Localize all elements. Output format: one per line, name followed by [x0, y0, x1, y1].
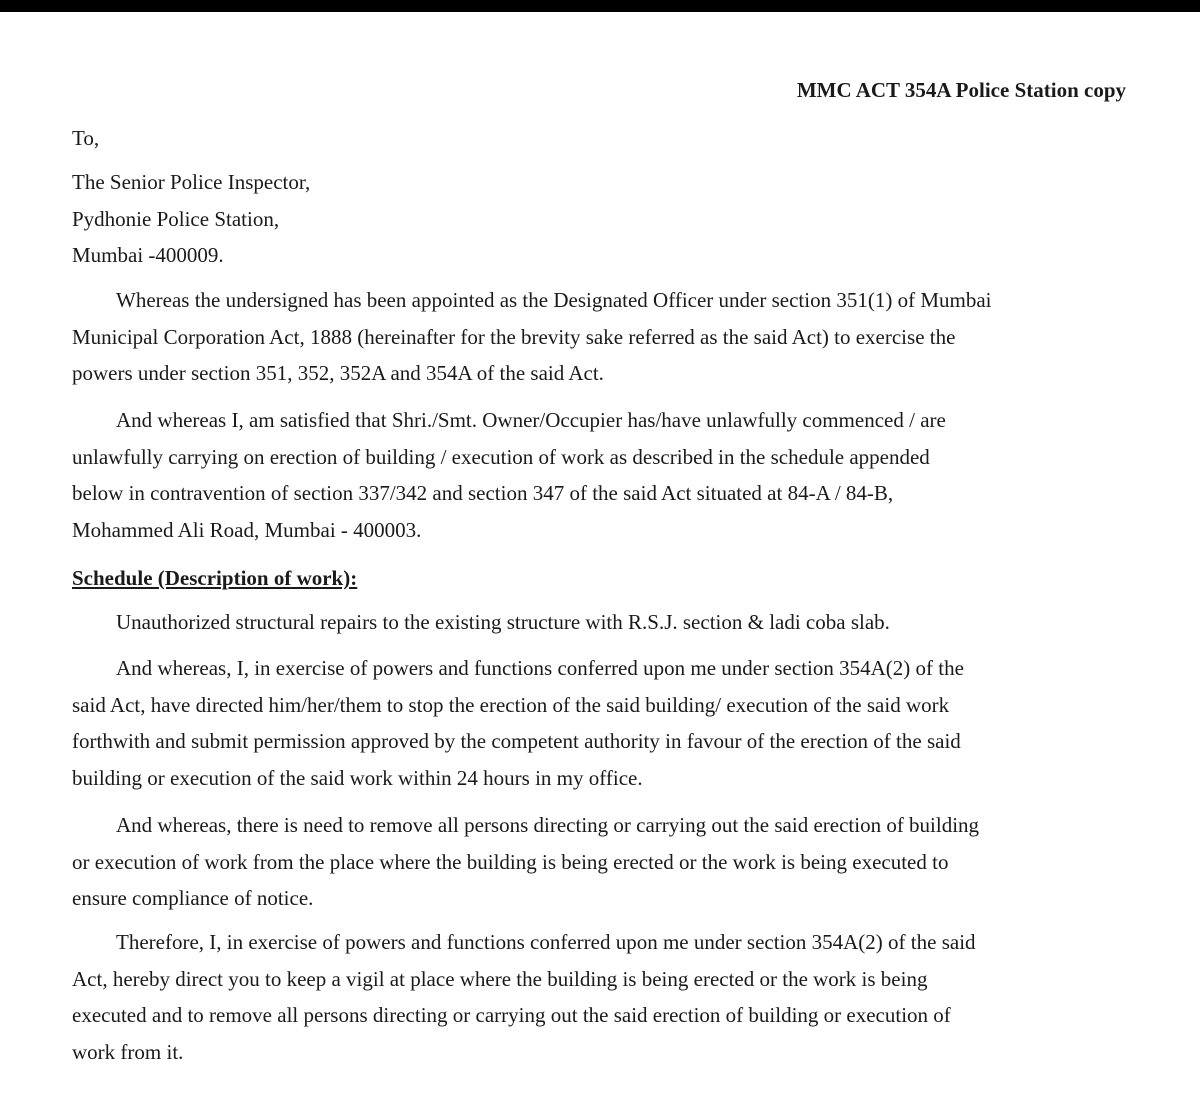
address-line-2: Pydhonie Police Station,	[72, 206, 280, 231]
paragraph-line: executed and to remove all persons directing or carrying out the said erection of building or execution of	[72, 1003, 951, 1027]
paragraph-line: forthwith and submit permission approved by the competent authority in favour of the erection of the said	[72, 729, 961, 753]
paragraph-line: Therefore, I, in exercise of powers and functions conferred upon me under section 354A(2) of the said	[116, 930, 976, 954]
salutation: To,	[72, 126, 100, 150]
paragraph-vigil-direction	[72, 924, 1122, 1070]
paragraph-line: or execution of work from the place where the building is being erected or the work is being executed to	[72, 849, 949, 874]
paragraph-line: And whereas, I, in exercise of powers and functions conferred upon me under section 354A(2) of the	[116, 656, 964, 680]
paragraph-line: said Act, have directed him/her/them to stop the erection of the said building/ execution of the said work	[72, 692, 950, 717]
paragraph-line: And whereas I, am satisfied that Shri./Smt. Owner/Occupier has/have unlawfully commenced / are	[116, 408, 946, 432]
paragraph-schedule-description	[72, 604, 1122, 641]
address-block	[72, 120, 1122, 157]
paragraph-contravention	[72, 402, 1122, 548]
copy-label: MMC ACT 354A Police Station copy	[796, 78, 1126, 102]
schedule-heading: Schedule (Description of work):	[72, 566, 358, 590]
paragraph-line: building or execution of the said work within 24 hours in my office.	[72, 765, 643, 790]
paragraph-line: Municipal Corporation Act, 1888 (hereinafter for the brevity sake referred as the said Act) to exercise the	[72, 324, 956, 349]
paragraph-appointment	[72, 282, 1122, 392]
paragraph-line: unlawfully carrying on erection of building / execution of work as described in the schedule appended	[72, 444, 930, 469]
paragraph-line: And whereas, there is need to remove all persons directing or carrying out the said erection of building	[116, 813, 980, 837]
recipient-address	[72, 164, 1122, 274]
paragraph-removal-need	[72, 807, 1122, 917]
paragraph-line: below in contravention of section 337/342 and section 347 of the said Act situated at 84-A / 84-B,	[72, 481, 894, 505]
paragraph-line: Whereas the undersigned has been appointed as the Designated Officer under section 351(1) of Mumbai	[116, 288, 992, 312]
paragraph-directive	[72, 650, 1122, 796]
document-page	[0, 12, 1200, 1112]
address-line-3: Mumbai -400009.	[72, 243, 224, 267]
paragraph-line: Unauthorized structural repairs to the existing structure with R.S.J. section & ladi coba slab.	[116, 610, 890, 634]
paragraph-line: Mohammed Ali Road, Mumbai - 400003.	[72, 517, 422, 542]
top-border	[0, 0, 1200, 12]
paragraph-line: work from it.	[72, 1039, 184, 1064]
paragraph-line: Act, hereby direct you to keep a vigil at place where the building is being erected or the work is being	[72, 966, 928, 991]
paragraph-line: ensure compliance of notice.	[72, 886, 314, 910]
address-line-1: The Senior Police Inspector,	[72, 170, 311, 194]
paragraph-line: powers under section 351, 352, 352A and 354A of the said Act.	[72, 361, 604, 385]
